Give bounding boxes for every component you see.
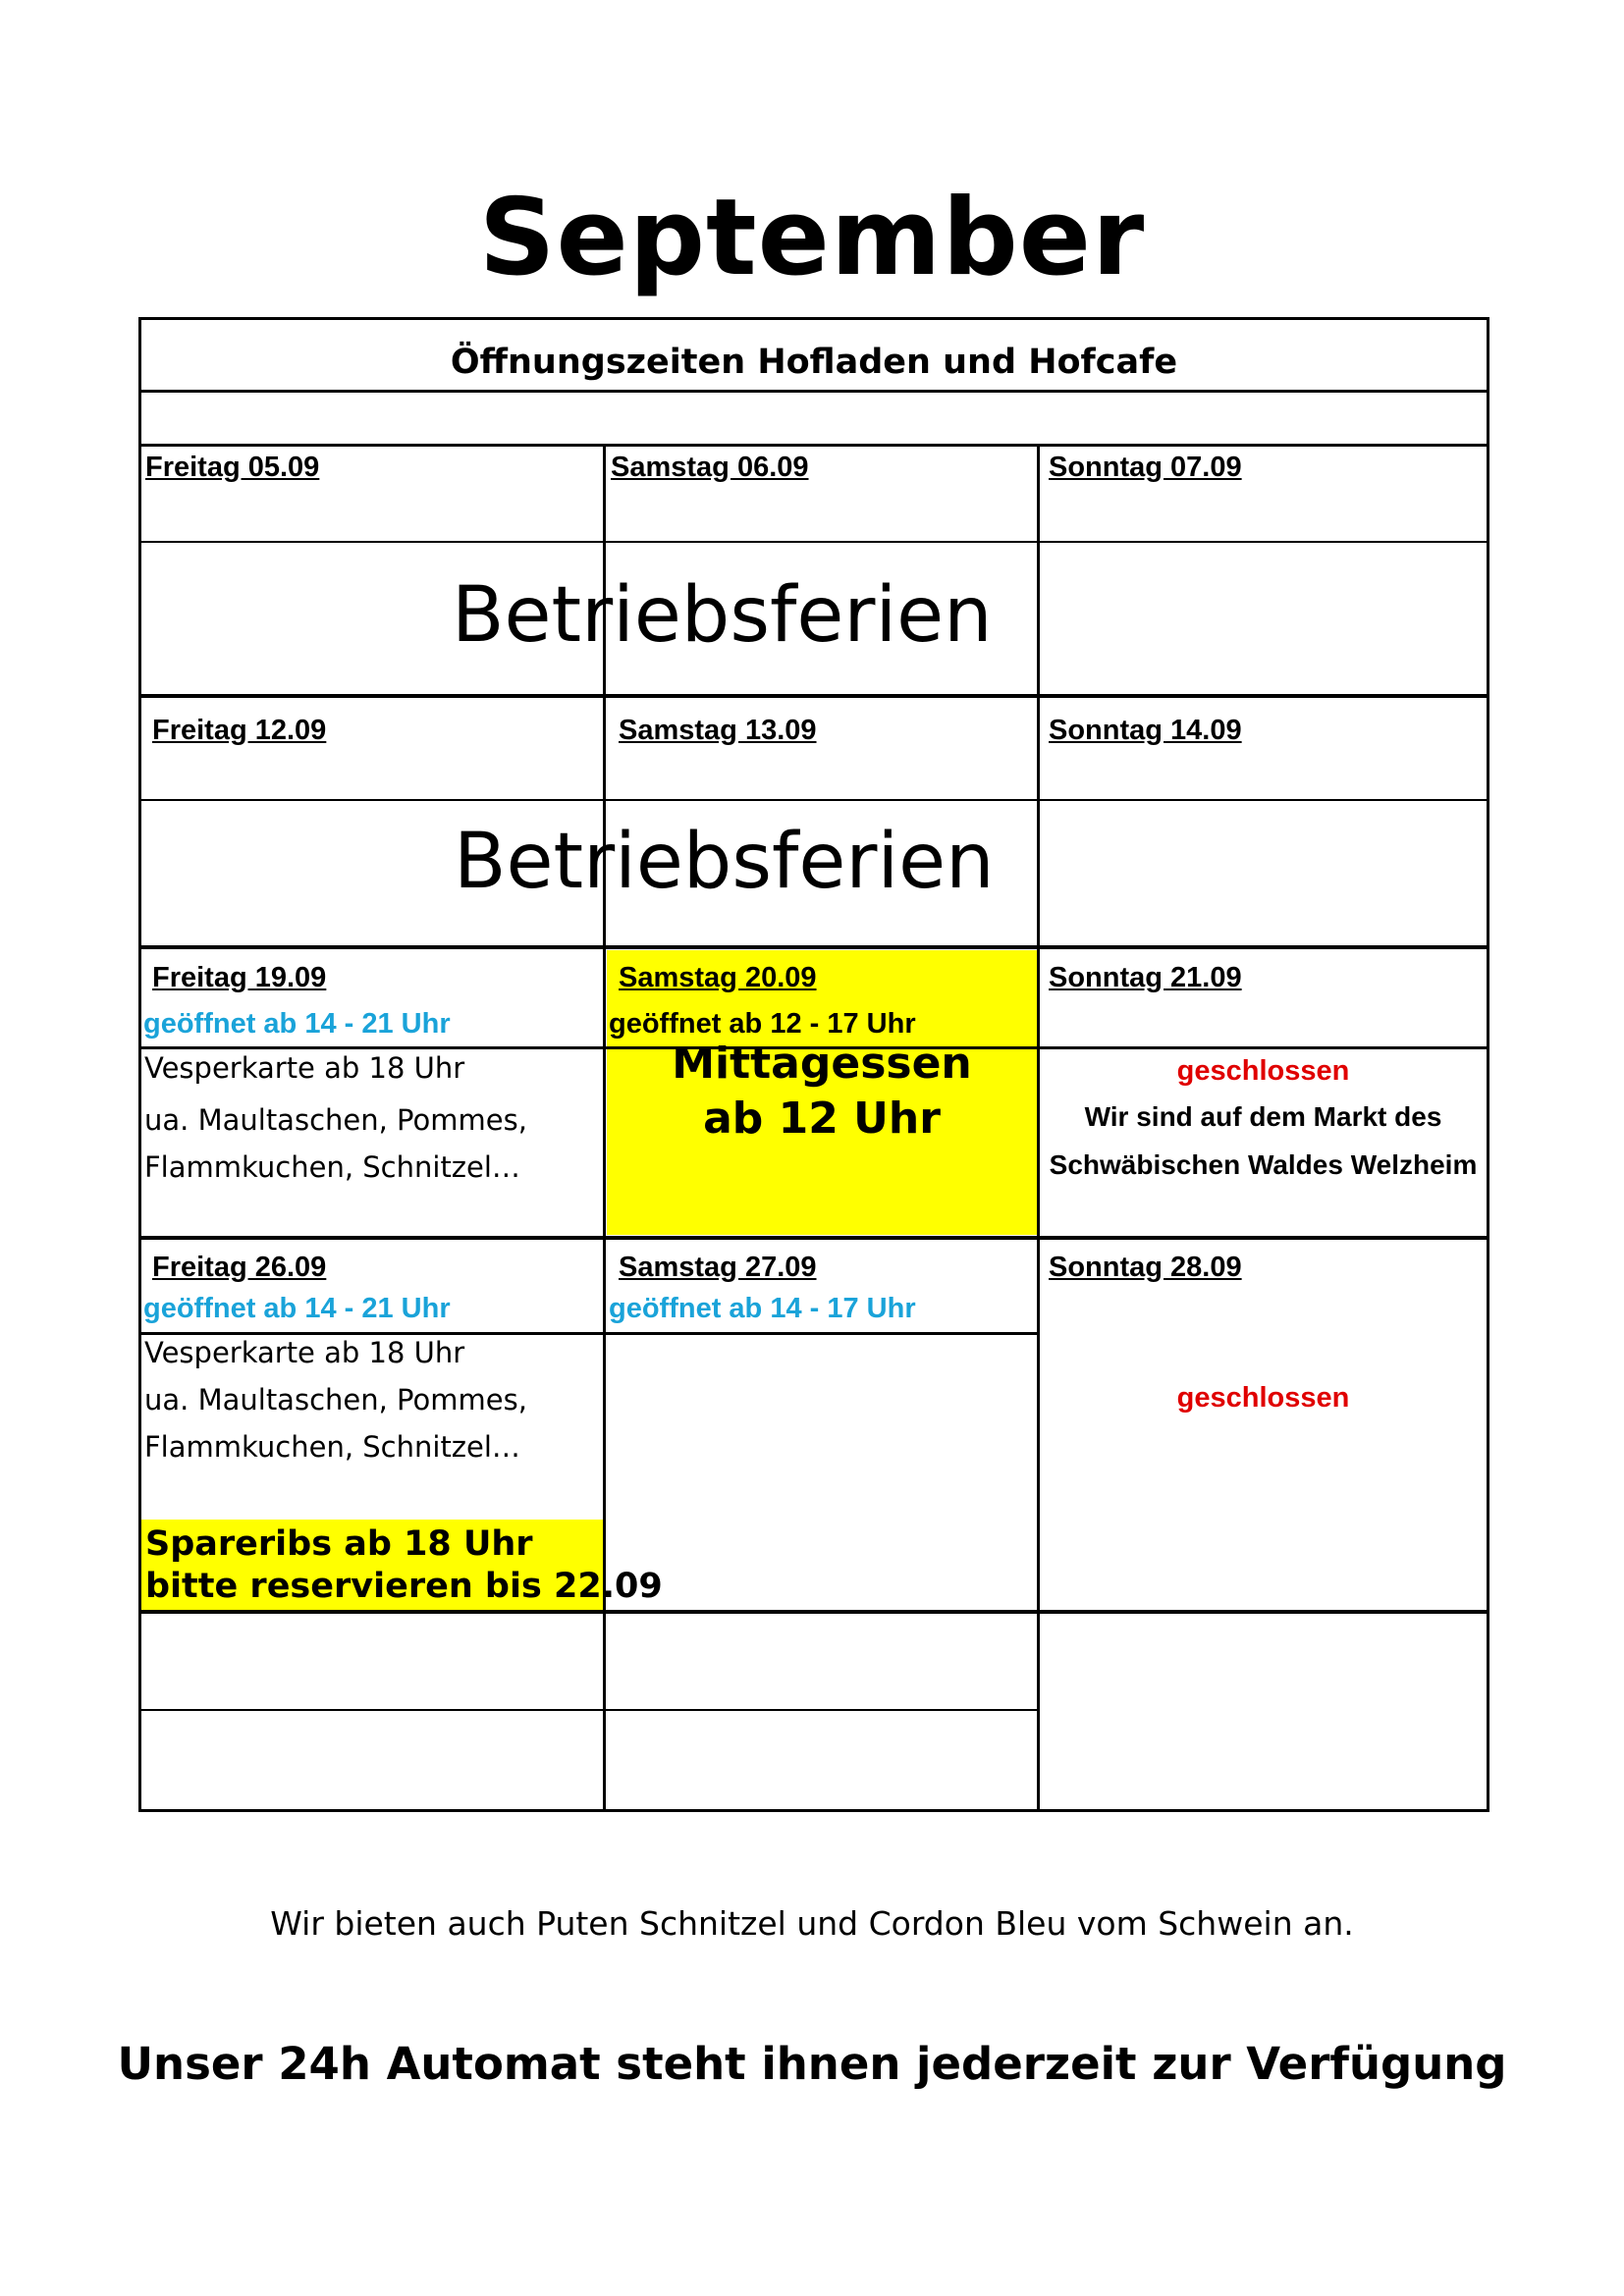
day-freitag-05: Freitag 05.09 xyxy=(145,452,320,483)
day-samstag-06: Samstag 06.09 xyxy=(611,452,809,483)
hours-freitag-19: geöffnet ab 14 - 21 Uhr xyxy=(143,1008,451,1040)
day-freitag-26: Freitag 26.09 xyxy=(152,1252,327,1283)
note-line-2: Schwäbischen Waldes Welzheim xyxy=(1049,1149,1478,1180)
hours-samstag-27: geöffnet ab 14 - 17 Uhr xyxy=(609,1293,916,1324)
banner-betriebsferien-2: Betriebsferien xyxy=(454,818,995,906)
hours-samstag-20: geöffnet ab 12 - 17 Uhr xyxy=(609,1008,916,1040)
banner-betriebsferien-1: Betriebsferien xyxy=(452,571,993,660)
footer-note: Wir bieten auch Puten Schnitzel und Cordon Bleu vom Schwein an. xyxy=(270,1904,1354,1943)
status-sonntag-28: geschlossen xyxy=(1176,1382,1350,1414)
day-sonntag-14: Sonntag 14.09 xyxy=(1049,715,1242,746)
special-mittagessen: Mittagessen xyxy=(672,1039,972,1089)
menu-line-1: Vesperkarte ab 18 Uhr xyxy=(144,1336,465,1369)
day-samstag-20: Samstag 20.09 xyxy=(619,962,817,993)
menu-line-1: Vesperkarte ab 18 Uhr xyxy=(144,1051,465,1085)
day-freitag-19: Freitag 19.09 xyxy=(152,962,327,993)
menu-line-3: Flammkuchen, Schnitzel… xyxy=(144,1150,520,1184)
menu-line-2: ua. Maultaschen, Pommes, xyxy=(144,1383,527,1416)
note-line-1: Wir sind auf dem Markt des xyxy=(1084,1101,1442,1132)
footer-headline: Unser 24h Automat steht ihnen jederzeit zur Verfügung xyxy=(117,2038,1507,2090)
day-sonntag-07: Sonntag 07.09 xyxy=(1049,452,1242,483)
table-header: Öffnungszeiten Hofladen und Hofcafe xyxy=(450,343,1178,382)
day-freitag-12: Freitag 12.09 xyxy=(152,715,327,746)
day-samstag-13: Samstag 13.09 xyxy=(619,715,817,746)
hours-freitag-26: geöffnet ab 14 - 21 Uhr xyxy=(143,1293,451,1324)
special-ab-12: ab 12 Uhr xyxy=(703,1094,941,1144)
special-spareribs: Spareribs ab 18 Uhr xyxy=(145,1524,533,1564)
special-reservieren: bitte reservieren bis 22.09 xyxy=(145,1567,663,1606)
day-samstag-27: Samstag 27.09 xyxy=(619,1252,817,1283)
page-title: September xyxy=(478,177,1146,299)
day-sonntag-28: Sonntag 28.09 xyxy=(1049,1252,1242,1283)
menu-line-3: Flammkuchen, Schnitzel… xyxy=(144,1430,520,1464)
day-sonntag-21: Sonntag 21.09 xyxy=(1049,962,1242,993)
menu-line-2: ua. Maultaschen, Pommes, xyxy=(144,1103,527,1137)
status-sonntag-21: geschlossen xyxy=(1176,1055,1350,1087)
